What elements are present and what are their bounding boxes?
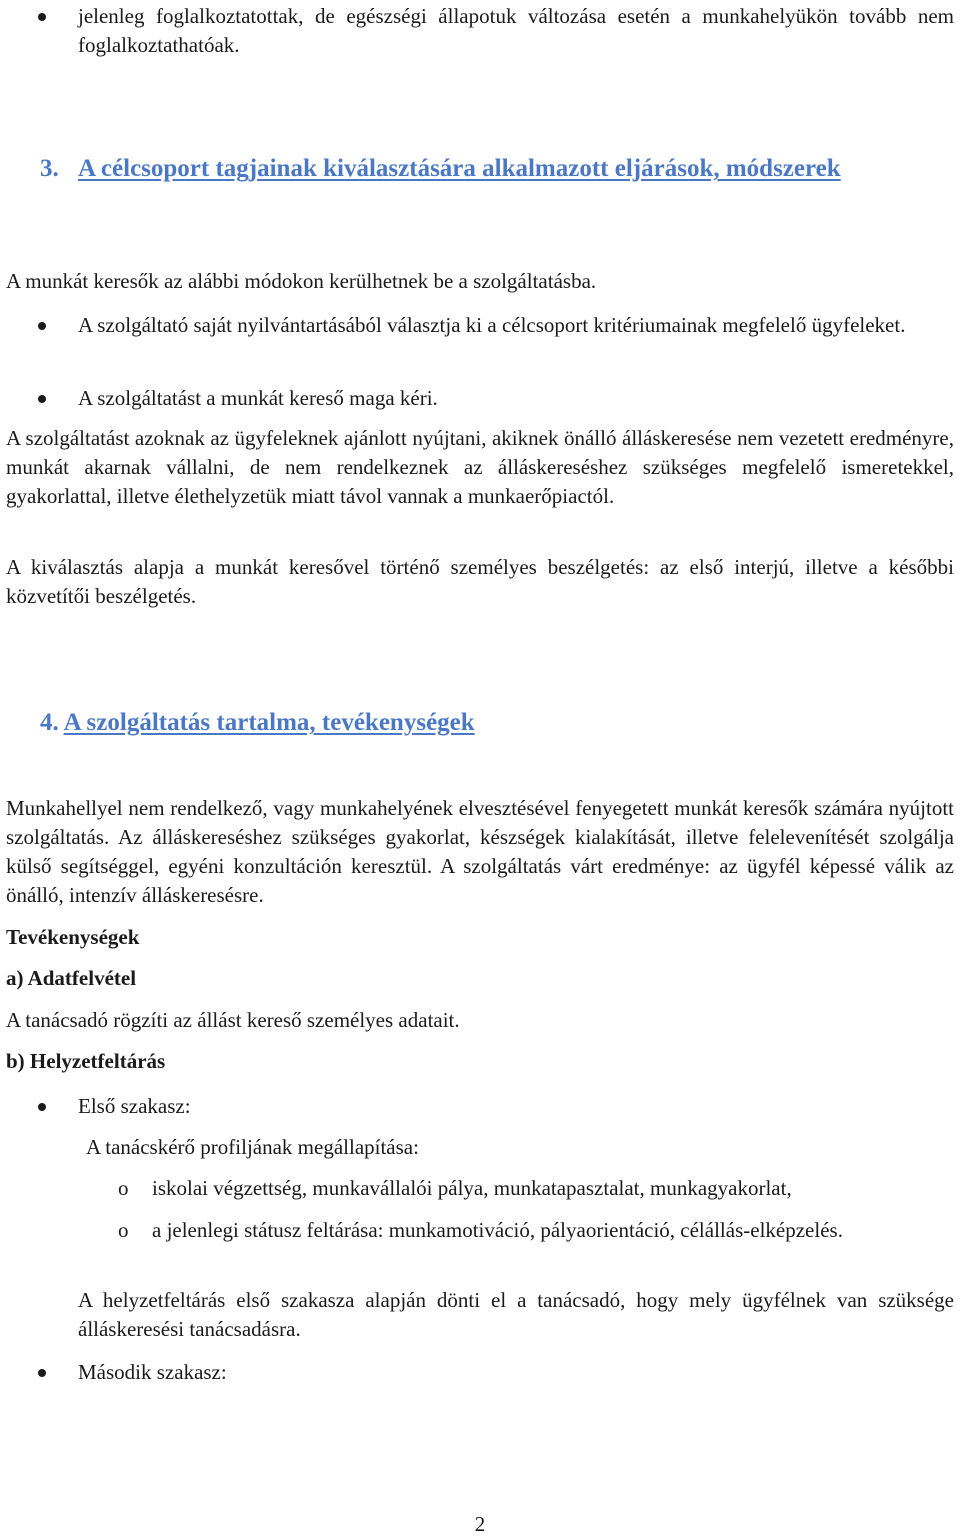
sub-list-item-1	[118, 1174, 954, 1203]
second-phase-bullet	[78, 1358, 954, 1387]
section-3-paragraph-1: A szolgáltatást azoknak az ügyfeleknek ajánlott nyújtani, akiknek önálló álláskeresése nem vezetett eredményre, munkát akarnak vállalni, de nem rendelkeznek az álláskereséshez szükséges megfelelő ismeretekkel, gyakorlattal, illetve élethelyzetük miatt távol vannak a munkaerőpiactól.	[6, 426, 954, 508]
first-phase-conclusion: A helyzetfeltárás első szakasza alapján dönti el a tanácsadó, hogy mely ügyfélnek van szüksége álláskeresési tanácsadásra.	[78, 1288, 954, 1341]
activity-a-text: A tanácsadó rögzíti az állást kereső személyes adatait.	[6, 1008, 460, 1032]
activities-heading: Tevékenységek	[6, 925, 140, 949]
section-3-bullet-2	[78, 384, 954, 413]
section-4-title: A szolgáltatás tartalma, tevékenységek	[63, 709, 475, 736]
activity-a-heading: a) Adatfelvétel	[6, 966, 137, 990]
sub-list-marker: o	[118, 1176, 129, 1200]
bullet-icon	[38, 395, 46, 403]
profile-label: A tanácskérő profiljának megállapítása:	[86, 1135, 419, 1159]
bullet-icon	[38, 13, 46, 21]
section-4-heading	[40, 706, 954, 740]
intro-bullet-item	[78, 2, 954, 60]
section-4-number: 4.	[40, 709, 59, 736]
first-phase-bullet	[78, 1092, 954, 1121]
section-3-bullet-1	[78, 311, 954, 340]
page-number: 2	[474, 1512, 486, 1536]
bullet-icon	[38, 322, 46, 330]
section-3-bullet-2-text: A szolgáltatást a munkát kereső maga kéri.	[78, 386, 438, 410]
section-3-paragraph-2: A kiválasztás alapja a munkát keresővel történő személyes beszélgetés: az első interjú, illetve a későbbi közvetítői beszélgetés.	[6, 555, 954, 608]
sub-list-item-2-text: a jelenlegi státusz feltárása: munkamotiváció, pályaorientáció, célállás-elképzelés.	[152, 1218, 843, 1242]
bullet-icon	[38, 1103, 46, 1111]
section-3-lead: A munkát keresők az alábbi módokon kerülhetnek be a szolgáltatásba.	[6, 269, 597, 293]
section-3-title: A célcsoport tagjainak kiválasztására alkalmazott eljárások, módszerek	[78, 155, 841, 182]
second-phase-label: Második szakasz:	[78, 1360, 227, 1384]
intro-bullet-text: jelenleg foglalkoztatottak, de egészségi állapotuk változása esetén a munkahelyükön tovább nem foglalkoztathatóak.	[78, 4, 954, 57]
sub-list-marker: o	[118, 1218, 129, 1242]
bullet-icon	[38, 1369, 46, 1377]
section-3-bullet-1-text: A szolgáltató saját nyilvántartásából választja ki a célcsoport kritériumainak megfelelő ügyfeleket.	[78, 313, 906, 337]
section-3-number: 3.	[40, 155, 59, 182]
section-4-paragraph: Munkahellyel nem rendelkező, vagy munkahelyének elvesztésével fenyegetett munkát keresők számára nyújtott szolgáltatás. Az álláskereséshez szükséges gyakorlat, készségek kialakítását, illetve felelevenítését szolgálja külső segítséggel, egyéni konzultáción keresztül. A szolgáltatás várt eredménye: az ügyfél képessé válik az önálló, intenzív álláskeresésre.	[6, 796, 954, 907]
sub-list-item-2	[118, 1216, 954, 1245]
activity-b-heading: b) Helyzetfeltárás	[6, 1049, 166, 1073]
sub-list-item-1-text: iskolai végzettség, munkavállalói pálya, munkatapasztalat, munkagyakorlat,	[152, 1176, 792, 1200]
first-phase-label: Első szakasz:	[78, 1094, 191, 1118]
section-3-heading	[40, 152, 954, 186]
